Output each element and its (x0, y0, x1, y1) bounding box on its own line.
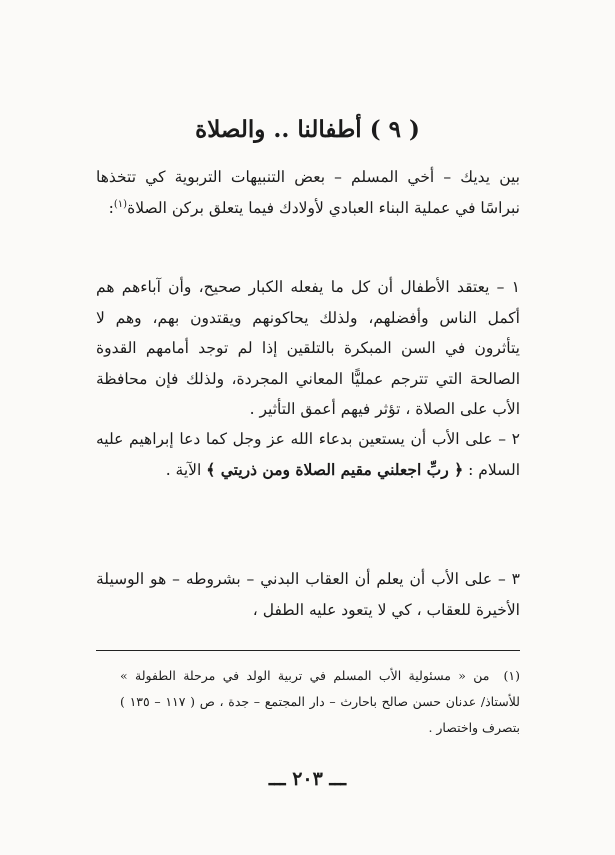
quran-verse: ﴿ ربِّ اجعلني مقيم الصلاة ومن ذريتي ﴾ (206, 459, 464, 479)
point-1-paragraph (96, 272, 520, 425)
point-2-paragraph (96, 424, 520, 485)
page-number: ـــ ٢٠٣ ـــ (268, 768, 347, 790)
intro-tail: : (108, 198, 114, 217)
intro-text: بين يديك – أخي المسلم – بعض التنبيهات التربوية كي تتخذها نبراسًا في عملية البناء العبادي لأولادك فيما يتعلق بركن الصلاة (96, 168, 520, 217)
point-1-text: ١ – يعتقد الأطفال أن كل ما يفعله الكبار صحيح، وأن آباءهم هم أكمل الناس وأفضلهم، ولذلك يحاكونهم ويقتدون بهم، وهم لا يتأثرون في السن المبكرة بالتلقين إذا لم توجد أمامهم القدوة الصالحة التي تترجم عمليًّا المعاني المجردة، ولذلك فإن محافظة الأب على الصلاة ، تؤثر فيهم أعمق التأثير . (96, 278, 520, 418)
footnote-marker: (١) (503, 668, 520, 683)
chapter-title: ( ٩ ) أطفالنا .. والصلاة (195, 116, 420, 143)
footnote-reference: (١) (113, 198, 128, 210)
point-2-tail: الآية . (165, 460, 207, 479)
intro-paragraph (96, 162, 520, 223)
point-2-text: ٢ – على الأب أن يستعين بدعاء الله عز وجل كما دعا إبراهيم عليه السلام : (96, 430, 520, 479)
footnote-separator (96, 650, 520, 651)
point-3-text: ٣ – على الأب أن يعلم أن العقاب البدني – بشروطه – هو الوسيلة الأخيرة للعقاب ، كي لا يتعود عليه الطفل ، (96, 570, 520, 619)
footnote-text: من « مسئولية الأب المسلم في تربية الولد في مرحلة الطفولة » للأستاذ/ عدنان حسن صالح باحارث – دار المجتمع – جدة ، ص ( ١١٧ – ١٣٥ ) بتصرف واختصار . (120, 668, 520, 735)
footnote (120, 663, 520, 741)
point-3-paragraph (96, 564, 520, 625)
